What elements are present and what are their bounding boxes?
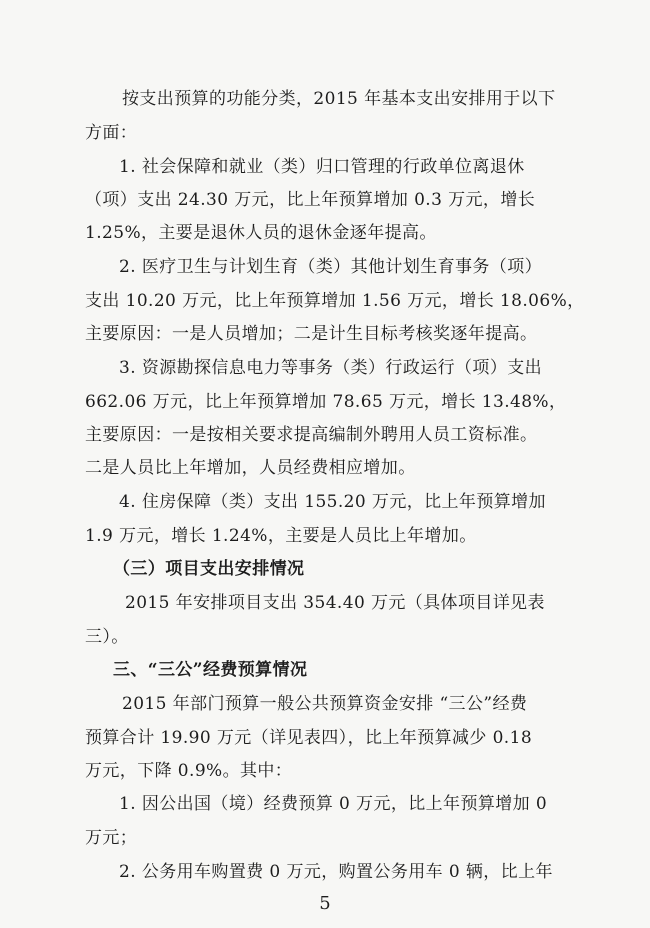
three-public-item-1-line-2: 万元； <box>85 828 138 848</box>
paragraph-intro-line-1: 按支出预算的功能分类，2015 年基本支出安排用于以下 <box>122 89 556 109</box>
section-heading-project-expenditure: （三）项目支出安排情况 <box>113 559 305 579</box>
item-1-line-1: 1. 社会保障和就业（类）归口管理的行政单位离退休 <box>119 157 525 177</box>
item-4-line-2: 1.9 万元，增长 1.24%，主要是人员比上年增加。 <box>85 526 477 546</box>
item-3-line-1: 3. 资源勘探信息电力等事务（类）行政运行（项）支出 <box>119 358 543 378</box>
three-public-item-1-line-1: 1. 因公出国（境）经费预算 0 万元，比上年预算增加 0 <box>119 794 548 814</box>
project-line-2: 三）。 <box>85 627 129 647</box>
item-1-line-2: （项）支出 24.30 万元，比上年预算增加 0.3 万元，增长 <box>85 190 536 210</box>
item-3-line-2: 662.06 万元，比上年预算增加 78.65 万元，增长 13.48%， <box>85 392 567 412</box>
item-2-line-2: 支出 10.20 万元，比上年预算增加 1.56 万元，增长 18.06%， <box>85 291 585 311</box>
three-public-line-2: 预算合计 19.90 万元（详见表四），比上年预算减少 0.18 <box>85 728 533 748</box>
three-public-item-2-line-1: 2. 公务用车购置费 0 万元，购置公务用车 0 辆，比上年 <box>119 862 553 882</box>
project-line-1: 2015 年安排项目支出 354.40 万元（具体项目详见表 <box>125 593 545 613</box>
item-2-line-3: 主要原因：一是人员增加；二是计生目标考核奖逐年提高。 <box>85 324 538 344</box>
item-3-line-3: 主要原因：一是按相关要求提高编制外聘用人员工资标准。 <box>85 425 538 445</box>
item-3-line-4: 二是人员比上年增加，人员经费相应增加。 <box>85 458 416 478</box>
item-2-line-1: 2. 医疗卫生与计划生育（类）其他计划生育事务（项） <box>119 257 543 277</box>
page-number: 5 <box>319 893 331 914</box>
item-4-line-1: 4. 住房保障（类）支出 155.20 万元，比上年预算增加 <box>119 492 546 512</box>
item-1-line-3: 1.25%，主要是退休人员的退休金逐年提高。 <box>85 223 437 243</box>
paragraph-intro-line-2: 方面： <box>85 123 138 143</box>
three-public-line-3: 万元，下降 0.9%。其中： <box>85 761 293 781</box>
section-heading-three-public: 三、“三公”经费预算情况 <box>113 660 308 680</box>
three-public-line-1: 2015 年部门预算一般公共预算资金安排 “三公”经费 <box>122 694 528 714</box>
